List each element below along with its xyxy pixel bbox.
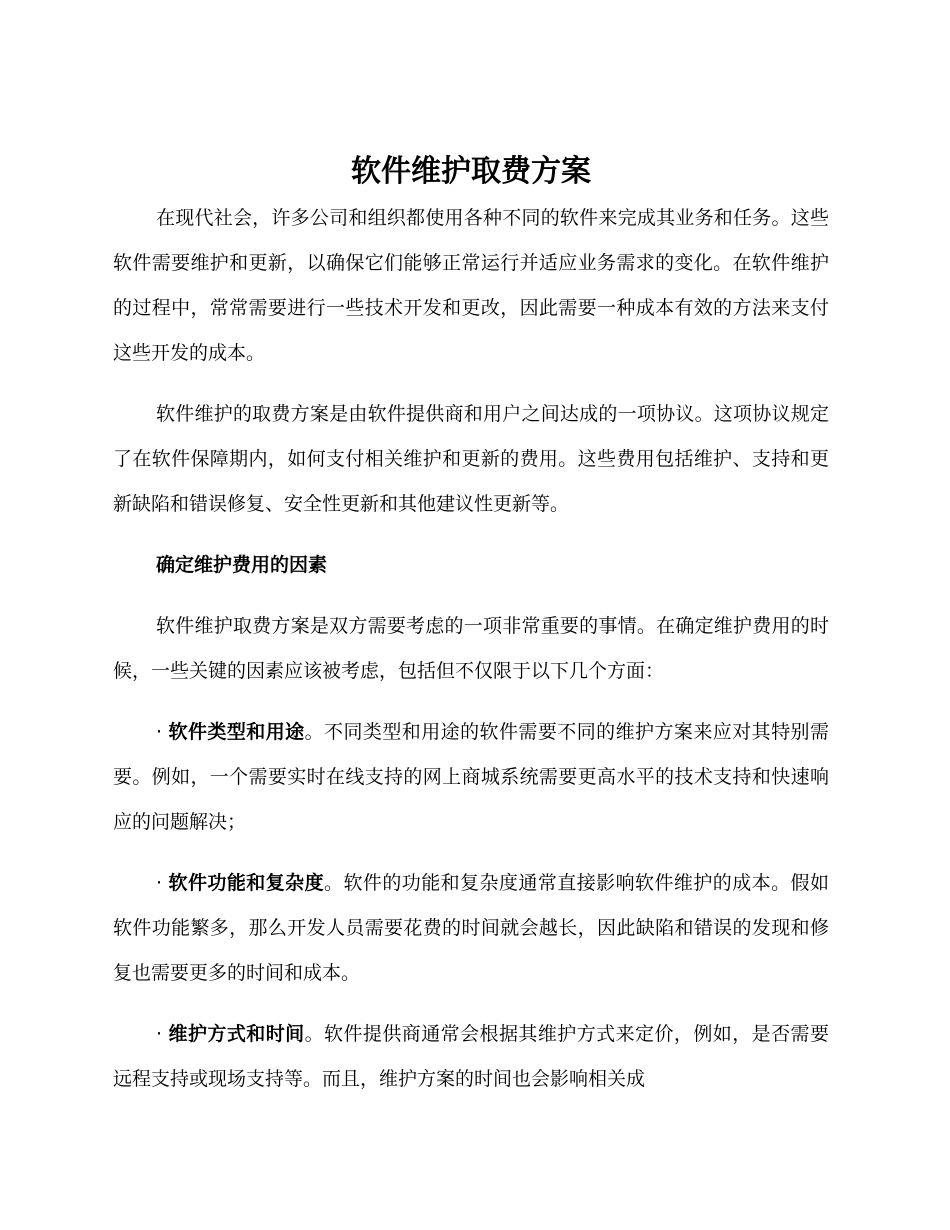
bullet-item-software-type [113, 710, 829, 845]
document-title: 软件维护取费方案 [351, 154, 591, 189]
bullet-item-maintenance-method [113, 1012, 829, 1102]
bullet-lead-software-type: 软件类型和用途 [168, 721, 305, 743]
intro-paragraph-2: 软件维护的取费方案是由软件提供商和用户之间达成的一项协议。这项协议规定了在软件保障期内，如何支付相关维护和更新的费用。这些费用包括维护、支持和更新缺陷和错误修复、安全性更新和其他建议性更新等。 [113, 403, 829, 515]
bullet-lead-function-complexity: 软件功能和复杂度 [168, 872, 325, 894]
bullet-marker: · [156, 872, 169, 894]
bullet-lead-maintenance-method: 维护方式和时间 [168, 1023, 305, 1045]
section-heading: 确定维护费用的因素 [156, 554, 328, 576]
bullet-marker: · [156, 1023, 169, 1045]
document-body [113, 148, 829, 1118]
intro-paragraph-1: 在现代社会，许多公司和组织都使用各种不同的软件来完成其业务和任务。这些软件需要维护和更新，以确保它们能够正常运行并适应业务需求的变化。在软件维护的过程中，常常需要进行一些技术开发和更改，因此需要一种成本有效的方法来支付这些开发的成本。 [113, 207, 829, 364]
bullet-text-maintenance-method: 。软件提供商通常会根据其维护方式来定价，例如，是否需要远程支持或现场支持等。而且，维护方案的时间也会影响相关成 [113, 1023, 829, 1090]
section-intro-paragraph: 软件维护取费方案是双方需要考虑的一项非常重要的事情。在确定维护费用的时候，一些关键的因素应该被考虑，包括但不仅限于以下几个方面： [113, 615, 829, 682]
bullet-text-software-type: 。不同类型和用途的软件需要不同的维护方案来应对其特别需要。例如，一个需要实时在线支持的网上商城系统需要更高水平的技术支持和快速响应的问题解决； [113, 721, 829, 833]
bullet-marker: · [156, 721, 169, 743]
bullet-item-function-complexity [113, 861, 829, 996]
bullet-text-function-complexity: 。软件的功能和复杂度通常直接影响软件维护的成本。假如软件功能繁多，那么开发人员需要花费的时间就会越长，因此缺陷和错误的发现和修复也需要更多的时间和成本。 [113, 872, 829, 984]
